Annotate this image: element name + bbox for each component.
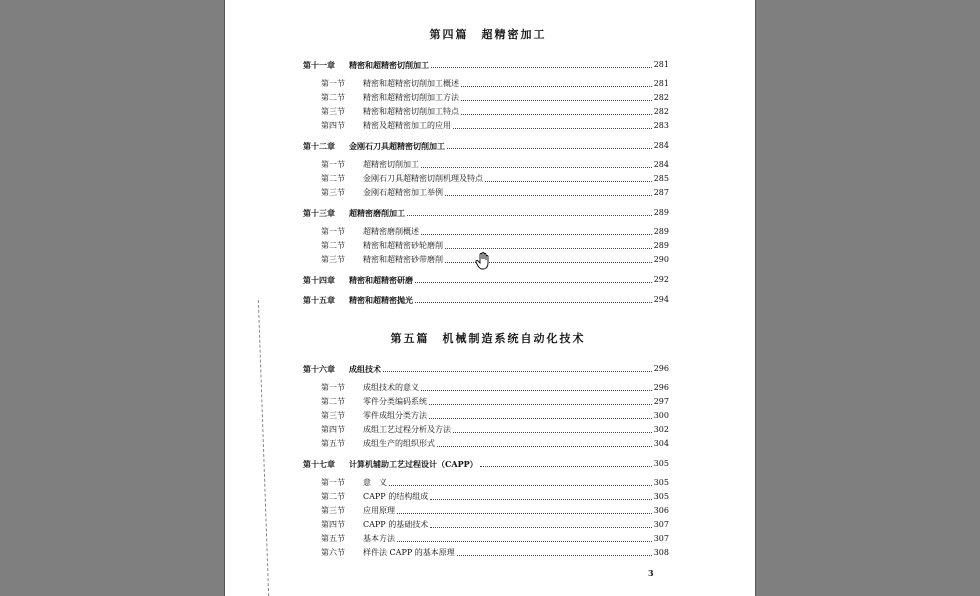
section-entry <box>303 547 669 559</box>
chapter-number: 第十五章 <box>303 295 335 305</box>
document-page[interactable] <box>225 0 755 596</box>
section-title: 金刚石超精密加工举例 <box>363 188 443 197</box>
chapter-entry <box>303 59 669 71</box>
section-title: 金刚石刀具超精密切削机理及特点 <box>363 174 483 183</box>
section-entry <box>303 78 669 90</box>
section-title: 基本方法 <box>363 534 395 543</box>
dot-leader <box>461 113 652 115</box>
section-title: 零件成组分类方法 <box>363 411 427 420</box>
dot-leader <box>445 247 652 249</box>
section-entry <box>303 106 669 118</box>
chapter-title: 计算机辅助工艺过程设计（CAPP） <box>349 459 478 469</box>
section-title: 应用原理 <box>363 506 395 515</box>
chapter-page: 305 <box>653 459 669 468</box>
section-title: 超精密切削加工 <box>363 160 419 169</box>
section-title: 成组工艺过程分析及方法 <box>363 425 451 434</box>
chapter-page: 292 <box>653 275 669 284</box>
section-entry <box>303 505 669 517</box>
section-number: 第三节 <box>321 506 345 515</box>
chapter-entry <box>303 458 669 470</box>
section-number: 第五节 <box>321 534 345 543</box>
section-number: 第三节 <box>321 411 345 420</box>
section-page: 282 <box>653 107 669 116</box>
section-entry <box>303 120 669 132</box>
dot-leader <box>397 540 652 542</box>
section-title: 成组生产的组织形式 <box>363 439 435 448</box>
section-number: 第一节 <box>321 383 345 392</box>
chapter-page: 284 <box>653 141 669 150</box>
dot-leader <box>453 127 652 129</box>
section-title: 精密和超精密切削加工方法 <box>363 93 459 102</box>
section-title: 成组技术的意义 <box>363 383 419 392</box>
section-number: 第三节 <box>321 188 345 197</box>
dot-leader <box>445 194 652 196</box>
section-page: 282 <box>653 93 669 102</box>
page-number: 3 <box>648 568 654 578</box>
chapter-number: 第十四章 <box>303 275 335 285</box>
dot-leader <box>415 301 652 303</box>
section-title: CAPP 的基础技术 <box>363 520 429 529</box>
section-page: 308 <box>653 548 669 557</box>
dot-leader <box>429 417 652 419</box>
section-page: 305 <box>653 492 669 501</box>
chapter-entry <box>303 363 669 375</box>
section-entry <box>303 424 669 436</box>
section-page: 283 <box>653 121 669 130</box>
section-number: 第一节 <box>321 478 345 487</box>
section-page: 284 <box>653 160 669 169</box>
section-page: 289 <box>653 241 669 250</box>
dot-leader <box>397 512 652 514</box>
dot-leader <box>421 389 652 391</box>
section-entry <box>303 396 669 408</box>
dot-leader <box>447 147 652 149</box>
part-title: 第四篇 超精密加工 <box>429 28 547 41</box>
chapter-title: 精密和超精密切削加工 <box>349 60 429 70</box>
dot-leader <box>457 554 652 556</box>
section-title: 样件法 CAPP 的基本原理 <box>363 548 455 557</box>
section-page: 305 <box>653 478 669 487</box>
section-number: 第二节 <box>321 174 345 183</box>
dot-leader <box>461 99 652 101</box>
section-entry <box>303 382 669 394</box>
dot-leader <box>421 166 652 168</box>
dot-leader <box>461 85 652 87</box>
section-entry <box>303 491 669 503</box>
section-entry <box>303 159 669 171</box>
section-number: 第三节 <box>321 255 345 264</box>
section-page: 287 <box>653 188 669 197</box>
section-title: 精密及超精密加工的应用 <box>363 121 451 130</box>
section-number: 第四节 <box>321 520 345 529</box>
section-entry <box>303 173 669 185</box>
dot-leader <box>407 214 652 216</box>
section-page: 307 <box>653 534 669 543</box>
dot-leader <box>383 370 652 372</box>
section-entry <box>303 533 669 545</box>
section-number: 第三节 <box>321 107 345 116</box>
dot-leader <box>453 431 652 433</box>
section-title: 超精密磨削概述 <box>363 227 419 236</box>
section-entry <box>303 92 669 104</box>
section-title: 精密和超精密砂轮磨削 <box>363 241 443 250</box>
section-page: 300 <box>653 411 669 420</box>
chapter-entry <box>303 274 669 286</box>
section-page: 297 <box>653 397 669 406</box>
chapter-title: 金刚石刀具超精密切削加工 <box>349 141 445 151</box>
section-entry <box>303 438 669 450</box>
dot-leader <box>430 526 652 528</box>
dot-leader <box>437 445 652 447</box>
chapter-number: 第十六章 <box>303 364 335 374</box>
dot-leader <box>421 233 652 235</box>
dot-leader <box>389 484 652 486</box>
chapter-entry <box>303 207 669 219</box>
chapter-page: 294 <box>653 295 669 304</box>
section-page: 302 <box>653 425 669 434</box>
dot-leader <box>431 66 652 68</box>
chapter-number: 第十一章 <box>303 60 335 70</box>
chapter-title: 超精密磨削加工 <box>349 208 405 218</box>
dot-leader <box>415 281 652 283</box>
section-number: 第二节 <box>321 93 345 102</box>
dot-leader <box>480 465 652 467</box>
section-entry <box>303 410 669 422</box>
section-number: 第五节 <box>321 439 345 448</box>
section-page: 285 <box>653 174 669 183</box>
chapter-entry <box>303 294 669 306</box>
section-title: 零件分类编码系统 <box>363 397 427 406</box>
section-entry <box>303 477 669 489</box>
section-number: 第二节 <box>321 397 345 406</box>
section-entry <box>303 519 669 531</box>
section-page: 306 <box>653 506 669 515</box>
chapter-page: 289 <box>653 208 669 217</box>
binding-line <box>258 300 270 596</box>
section-entry <box>303 187 669 199</box>
chapter-title: 精密和超精密研磨 <box>349 275 413 285</box>
section-page: 289 <box>653 227 669 236</box>
dot-leader <box>485 180 652 182</box>
section-title: CAPP 的结构组成 <box>363 492 429 501</box>
chapter-number: 第十二章 <box>303 141 335 151</box>
section-page: 281 <box>653 79 669 88</box>
section-title: 精密和超精密切削加工概述 <box>363 79 459 88</box>
section-title: 意 义 <box>363 478 387 487</box>
section-number: 第四节 <box>321 425 345 434</box>
section-number: 第四节 <box>321 121 345 130</box>
section-page: 307 <box>653 520 669 529</box>
section-number: 第一节 <box>321 227 345 236</box>
section-number: 第一节 <box>321 160 345 169</box>
section-page: 296 <box>653 383 669 392</box>
chapter-title: 成组技术 <box>349 364 381 374</box>
hand-cursor-icon <box>475 252 491 270</box>
section-number: 第二节 <box>321 241 345 250</box>
chapter-number: 第十三章 <box>303 208 335 218</box>
dot-leader <box>429 403 652 405</box>
chapter-page: 296 <box>653 364 669 373</box>
section-page: 290 <box>653 255 669 264</box>
section-number: 第一节 <box>321 79 345 88</box>
dot-leader <box>430 498 652 500</box>
section-page: 304 <box>653 439 669 448</box>
section-number: 第六节 <box>321 548 345 557</box>
section-title: 精密和超精密切削加工特点 <box>363 107 459 116</box>
chapter-entry <box>303 140 669 152</box>
part-title: 第五篇 机械制造系统自动化技术 <box>390 332 586 345</box>
section-number: 第二节 <box>321 492 345 501</box>
chapter-title: 精密和超精密抛光 <box>349 295 413 305</box>
chapter-number: 第十七章 <box>303 459 335 469</box>
chapter-page: 281 <box>653 60 669 69</box>
section-entry <box>303 240 669 252</box>
section-entry <box>303 226 669 238</box>
section-title: 精密和超精密砂带磨削 <box>363 255 443 264</box>
